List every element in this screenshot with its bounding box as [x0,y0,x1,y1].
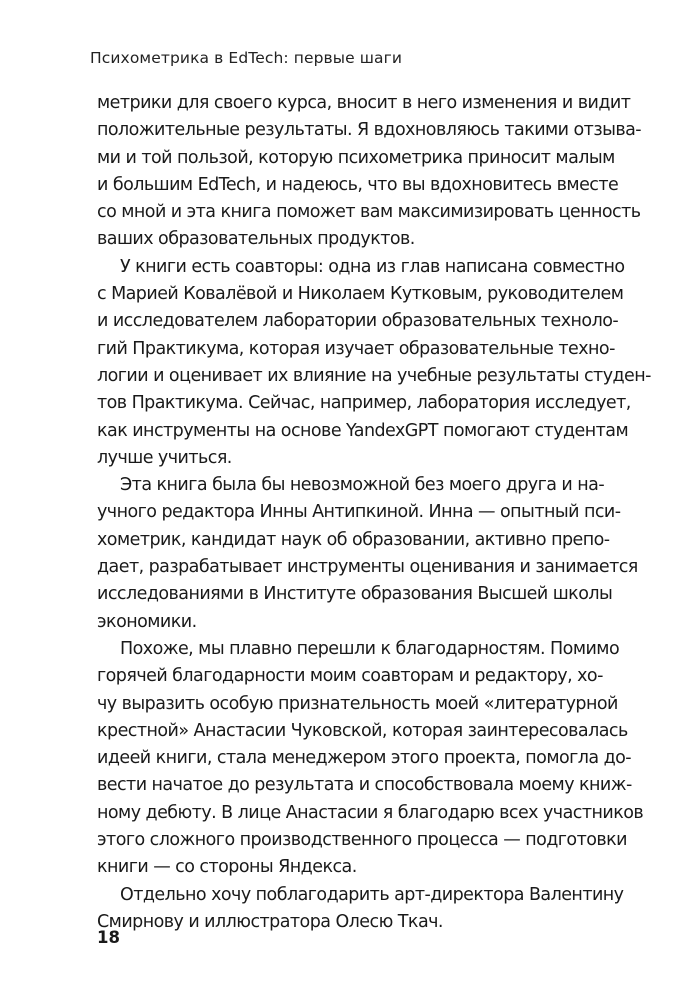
text-line: положительные результаты. Я вдохновляюсь такими отзыва- [97,120,642,141]
text-line: Эта книга была бы невозможной без моего друга и на- [120,475,605,496]
text-line: ми и той пользой, которую психометрика приносит малым [97,147,615,168]
page-number: 18 [97,928,120,947]
text-line: экономики. [97,611,197,632]
text-line: ному дебюту. В лице Анастасии я благодарю всех участников [97,802,644,823]
text-line: Отдельно хочу поблагодарить арт-директора Валентину [120,884,624,905]
text-line: гий Практикума, которая изучает образовательные техно- [97,338,615,359]
text-line: книги — со стороны Яндекса. [97,857,357,878]
paragraph-3 [97,472,638,636]
text-line: исследованиями в Институте образования Высшей школы [97,584,613,605]
text-line: чу выразить особую признательность моей «литературной [97,693,618,714]
running-header: Психометрика в EdTech: первые шаги [90,49,403,67]
text-line: ваших образовательных продуктов. [97,229,415,250]
text-line: тов Практикума. Сейчас, например, лаборатория исследует, [97,393,631,414]
text-line: вести начатое до результата и способствовала моему книж- [97,775,632,796]
paragraph-5 [97,882,624,937]
text-line: учного редактора Инны Антипкиной. Инна — опытный пси- [97,502,621,523]
body-text [97,90,651,936]
text-line: лучше учиться. [97,447,232,468]
text-line: и большим EdTech, и надеюсь, что вы вдохновитесь вместе [97,174,619,195]
text-line: дает, разрабатывает инструменты оценивания и занимается [97,557,638,578]
text-line: как инструменты на основе YandexGPT помогают студентам [97,420,629,441]
text-line: идеей книги, стала менеджером этого проекта, помогла до- [97,748,632,769]
text-line: У книги есть соавторы: одна из глав написана совместно [120,256,625,277]
text-line: этого сложного производственного процесса — подготовки [97,830,628,851]
text-line: горячей благодарности моим соавторам и редактору, хо- [97,666,603,687]
text-line: Похоже, мы плавно перешли к благодарностям. Помимо [120,638,620,659]
text-line: Смирнову и иллюстратора Олесю Ткач. [97,911,443,932]
text-line: логии и оценивает их влияние на учебные результаты студен- [97,365,651,386]
text-line: с Марией Ковалёвой и Николаем Кутковым, руководителем [97,284,624,305]
text-line: крестной» Анастасии Чуковской, которая заинтересовалась [97,720,628,741]
text-line: и исследователем лаборатории образовательных техноло- [97,311,619,332]
text-line: метрики для своего курса, вносит в него изменения и видит [97,93,631,113]
text-line: со мной и эта книга поможет вам максимизировать ценность [97,202,641,223]
paragraph-2 [97,254,651,472]
paragraph-4 [97,636,644,882]
text-line: хометрик, кандидат наук об образовании, активно препо- [97,529,610,550]
paragraph-1 [97,90,642,254]
